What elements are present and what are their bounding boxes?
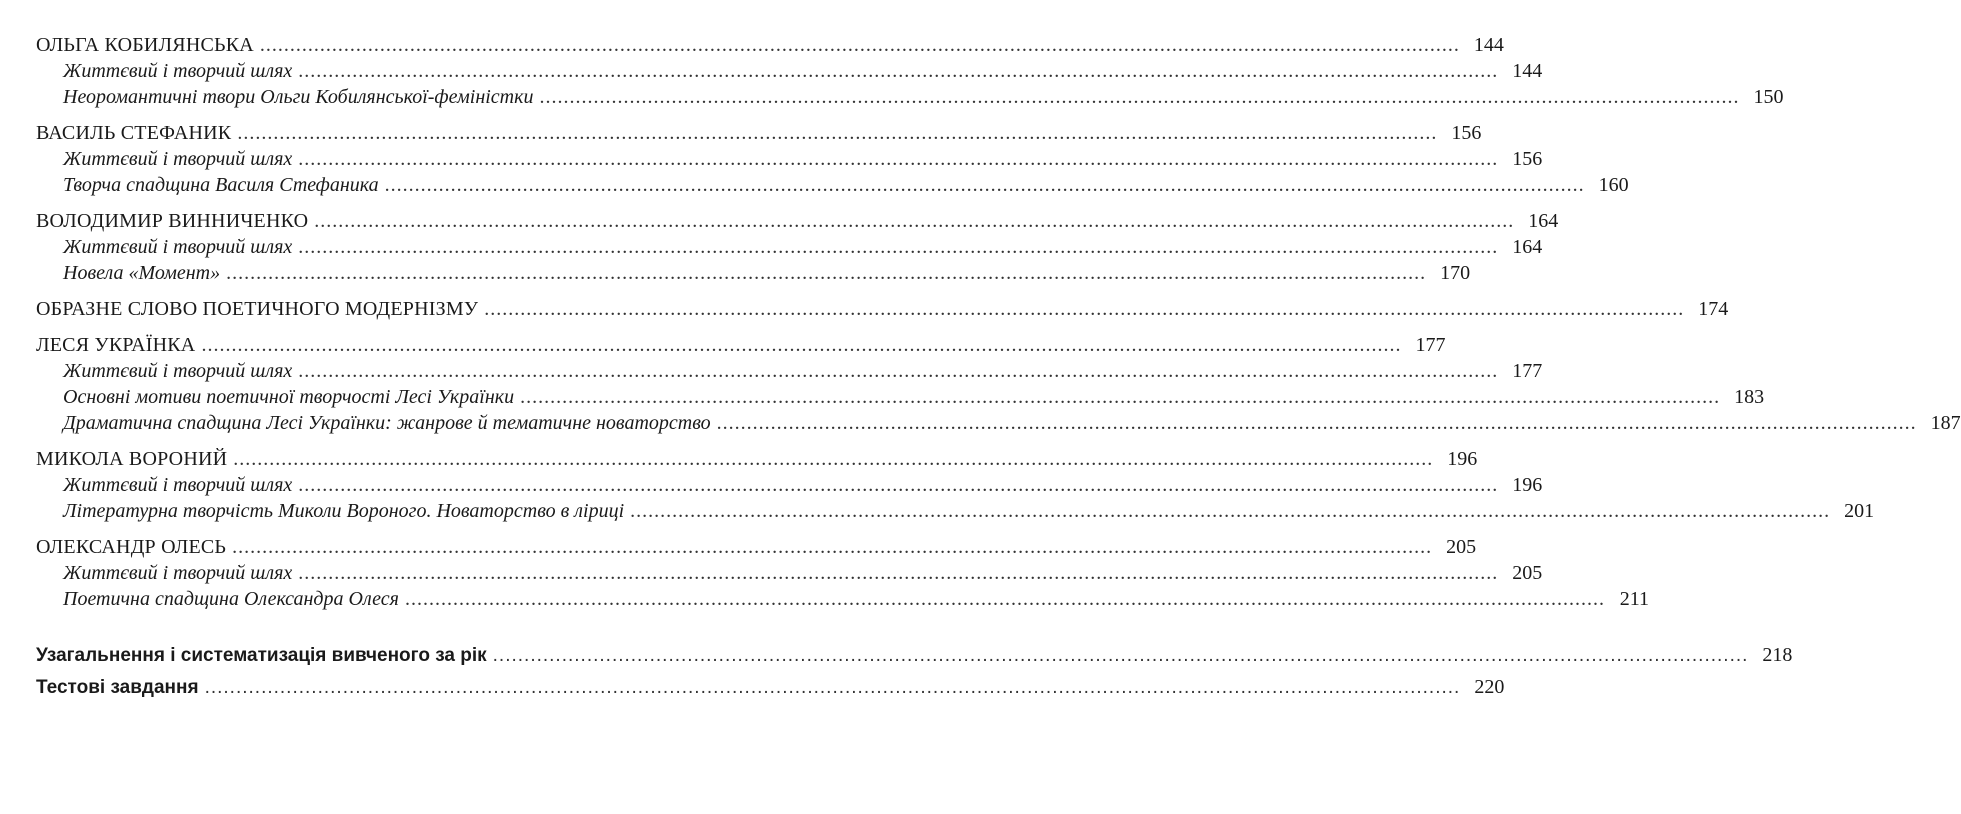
dot-leader: ........................................................................................................................................................................................................	[492, 645, 1749, 666]
toc-entry-work[interactable]	[36, 474, 1543, 500]
toc-entry-author[interactable]	[36, 34, 1504, 60]
toc-entry-page: 205	[1512, 562, 1543, 584]
dot-leader: ........................................................................................................................................................................................................	[298, 474, 1499, 496]
toc-entry-title: Життєвий і творчий шлях	[63, 148, 293, 170]
toc-entry-page: 220	[1474, 676, 1505, 698]
toc-entry-page: 177	[1415, 334, 1446, 356]
toc-entry-title: Неоромантичні твори Ольги Кобилянської-феміністки	[63, 86, 534, 108]
dot-leader: ........................................................................................................................................................................................................	[226, 262, 1427, 284]
toc-entry-work[interactable]	[36, 562, 1543, 588]
toc-entry-work[interactable]	[36, 86, 1784, 112]
dot-leader: ........................................................................................................................................................................................................	[298, 562, 1499, 584]
toc-entry-author[interactable]	[36, 334, 1446, 360]
toc-entry-page: 196	[1447, 448, 1478, 470]
toc-entry-page: 156	[1451, 122, 1482, 144]
dot-leader: ........................................................................................................................................................................................................	[384, 174, 1585, 196]
toc-entry-page: 218	[1762, 644, 1793, 666]
toc-entry-work[interactable]	[36, 588, 1649, 614]
toc-entry-page: 156	[1512, 148, 1543, 170]
toc-entry-page: 160	[1598, 174, 1629, 196]
toc-entry-title: МИКОЛА ВОРОНИЙ	[36, 448, 228, 470]
dot-leader: ........................................................................................................................................................................................................	[404, 588, 1605, 610]
dot-leader: ........................................................................................................................................................................................................	[539, 86, 1740, 108]
dot-leader: ........................................................................................................................................................................................................	[298, 60, 1499, 82]
dot-leader: ........................................................................................................................................................................................................	[259, 34, 1460, 56]
dot-leader: ........................................................................................................................................................................................................	[630, 500, 1831, 522]
toc-entry-title: Основні мотиви поетичної творчості Лесі Українки	[63, 386, 515, 408]
toc-entry-title: Життєвий і творчий шлях	[63, 562, 293, 584]
toc-entry-page: 177	[1512, 360, 1543, 382]
table-of-contents	[36, 34, 1961, 708]
toc-entry-work[interactable]	[36, 386, 1765, 412]
toc-entry-work[interactable]	[36, 174, 1629, 200]
toc-entry-page: 201	[1844, 500, 1875, 522]
dot-leader: ........................................................................................................................................................................................................	[204, 677, 1461, 698]
dot-leader: ........................................................................................................................................................................................................	[201, 334, 1402, 356]
dot-leader: ........................................................................................................................................................................................................	[298, 236, 1499, 258]
toc-entry-page: 144	[1473, 34, 1504, 56]
toc-entry-page: 211	[1619, 588, 1649, 610]
toc-entry-title: Новела «Момент»	[63, 262, 221, 284]
dot-leader: ........................................................................................................................................................................................................	[484, 298, 1685, 320]
dot-leader: ........................................................................................................................................................................................................	[233, 448, 1434, 470]
toc-entry-author[interactable]	[36, 210, 1559, 236]
toc-entry-page: 150	[1753, 86, 1784, 108]
toc-entry-title: ОЛЬГА КОБИЛЯНСЬКА	[36, 34, 254, 56]
toc-entry-tests[interactable]	[36, 676, 1505, 708]
toc-entry-title: ВАСИЛЬ СТЕФАНИК	[36, 122, 232, 144]
toc-entry-page: 196	[1512, 474, 1543, 496]
toc-entry-work[interactable]	[36, 262, 1471, 288]
toc-entry-work[interactable]	[36, 236, 1543, 262]
dot-leader: ........................................................................................................................................................................................................	[298, 360, 1499, 382]
toc-entry-work[interactable]	[36, 360, 1543, 386]
toc-entry-work[interactable]	[36, 412, 1961, 438]
toc-entry-title: Життєвий і творчий шлях	[63, 360, 293, 382]
toc-entry-title: Життєвий і творчий шлях	[63, 474, 293, 496]
toc-entry-title: Життєвий і творчий шлях	[63, 60, 293, 82]
toc-entry-summary[interactable]	[36, 644, 1793, 676]
toc-entry-page: 144	[1512, 60, 1543, 82]
toc-entry-author[interactable]	[36, 298, 1729, 324]
toc-entry-work[interactable]	[36, 60, 1543, 86]
toc-entry-page: 187	[1930, 412, 1961, 434]
toc-entry-page: 164	[1512, 236, 1543, 258]
toc-entry-title: Драматична спадщина Лесі Українки: жанрове й тематичне новаторство	[63, 412, 711, 434]
dot-leader: ........................................................................................................................................................................................................	[298, 148, 1499, 170]
toc-entry-title: Узагальнення і систематизація вивченого за рік	[36, 645, 487, 666]
toc-entry-page: 174	[1698, 298, 1729, 320]
toc-entry-title: ОБРАЗНЕ СЛОВО ПОЕТИЧНОГО МОДЕРНІЗМУ	[36, 298, 479, 320]
toc-entry-author[interactable]	[36, 122, 1482, 148]
toc-entry-title: Творча спадщина Василя Стефаника	[63, 174, 379, 196]
toc-entry-work[interactable]	[36, 148, 1543, 174]
toc-entry-title: ВОЛОДИМИР ВИННИЧЕНКО	[36, 210, 309, 232]
dot-leader: ........................................................................................................................................................................................................	[232, 536, 1433, 558]
toc-entry-title: ЛЕСЯ УКРАЇНКА	[36, 334, 196, 356]
dot-leader: ........................................................................................................................................................................................................	[520, 386, 1721, 408]
dot-leader: ........................................................................................................................................................................................................	[314, 210, 1515, 232]
toc-entry-work[interactable]	[36, 500, 1875, 526]
dot-leader: ........................................................................................................................................................................................................	[716, 412, 1917, 434]
toc-entry-author[interactable]	[36, 536, 1477, 562]
toc-entry-author[interactable]	[36, 448, 1478, 474]
toc-entry-page: 205	[1446, 536, 1477, 558]
toc-entry-page: 170	[1440, 262, 1471, 284]
toc-entry-title: Поетична спадщина Олександра Олеся	[63, 588, 399, 610]
toc-entry-title: Літературна творчість Миколи Вороного. Новаторство в ліриці	[63, 500, 625, 522]
toc-entry-page: 164	[1528, 210, 1559, 232]
toc-entry-title: Життєвий і творчий шлях	[63, 236, 293, 258]
dot-leader: ........................................................................................................................................................................................................	[237, 122, 1438, 144]
toc-entry-title: ОЛЕКСАНДР ОЛЕСЬ	[36, 536, 227, 558]
toc-entry-page: 183	[1734, 386, 1765, 408]
toc-entry-title: Тестові завдання	[36, 677, 199, 698]
